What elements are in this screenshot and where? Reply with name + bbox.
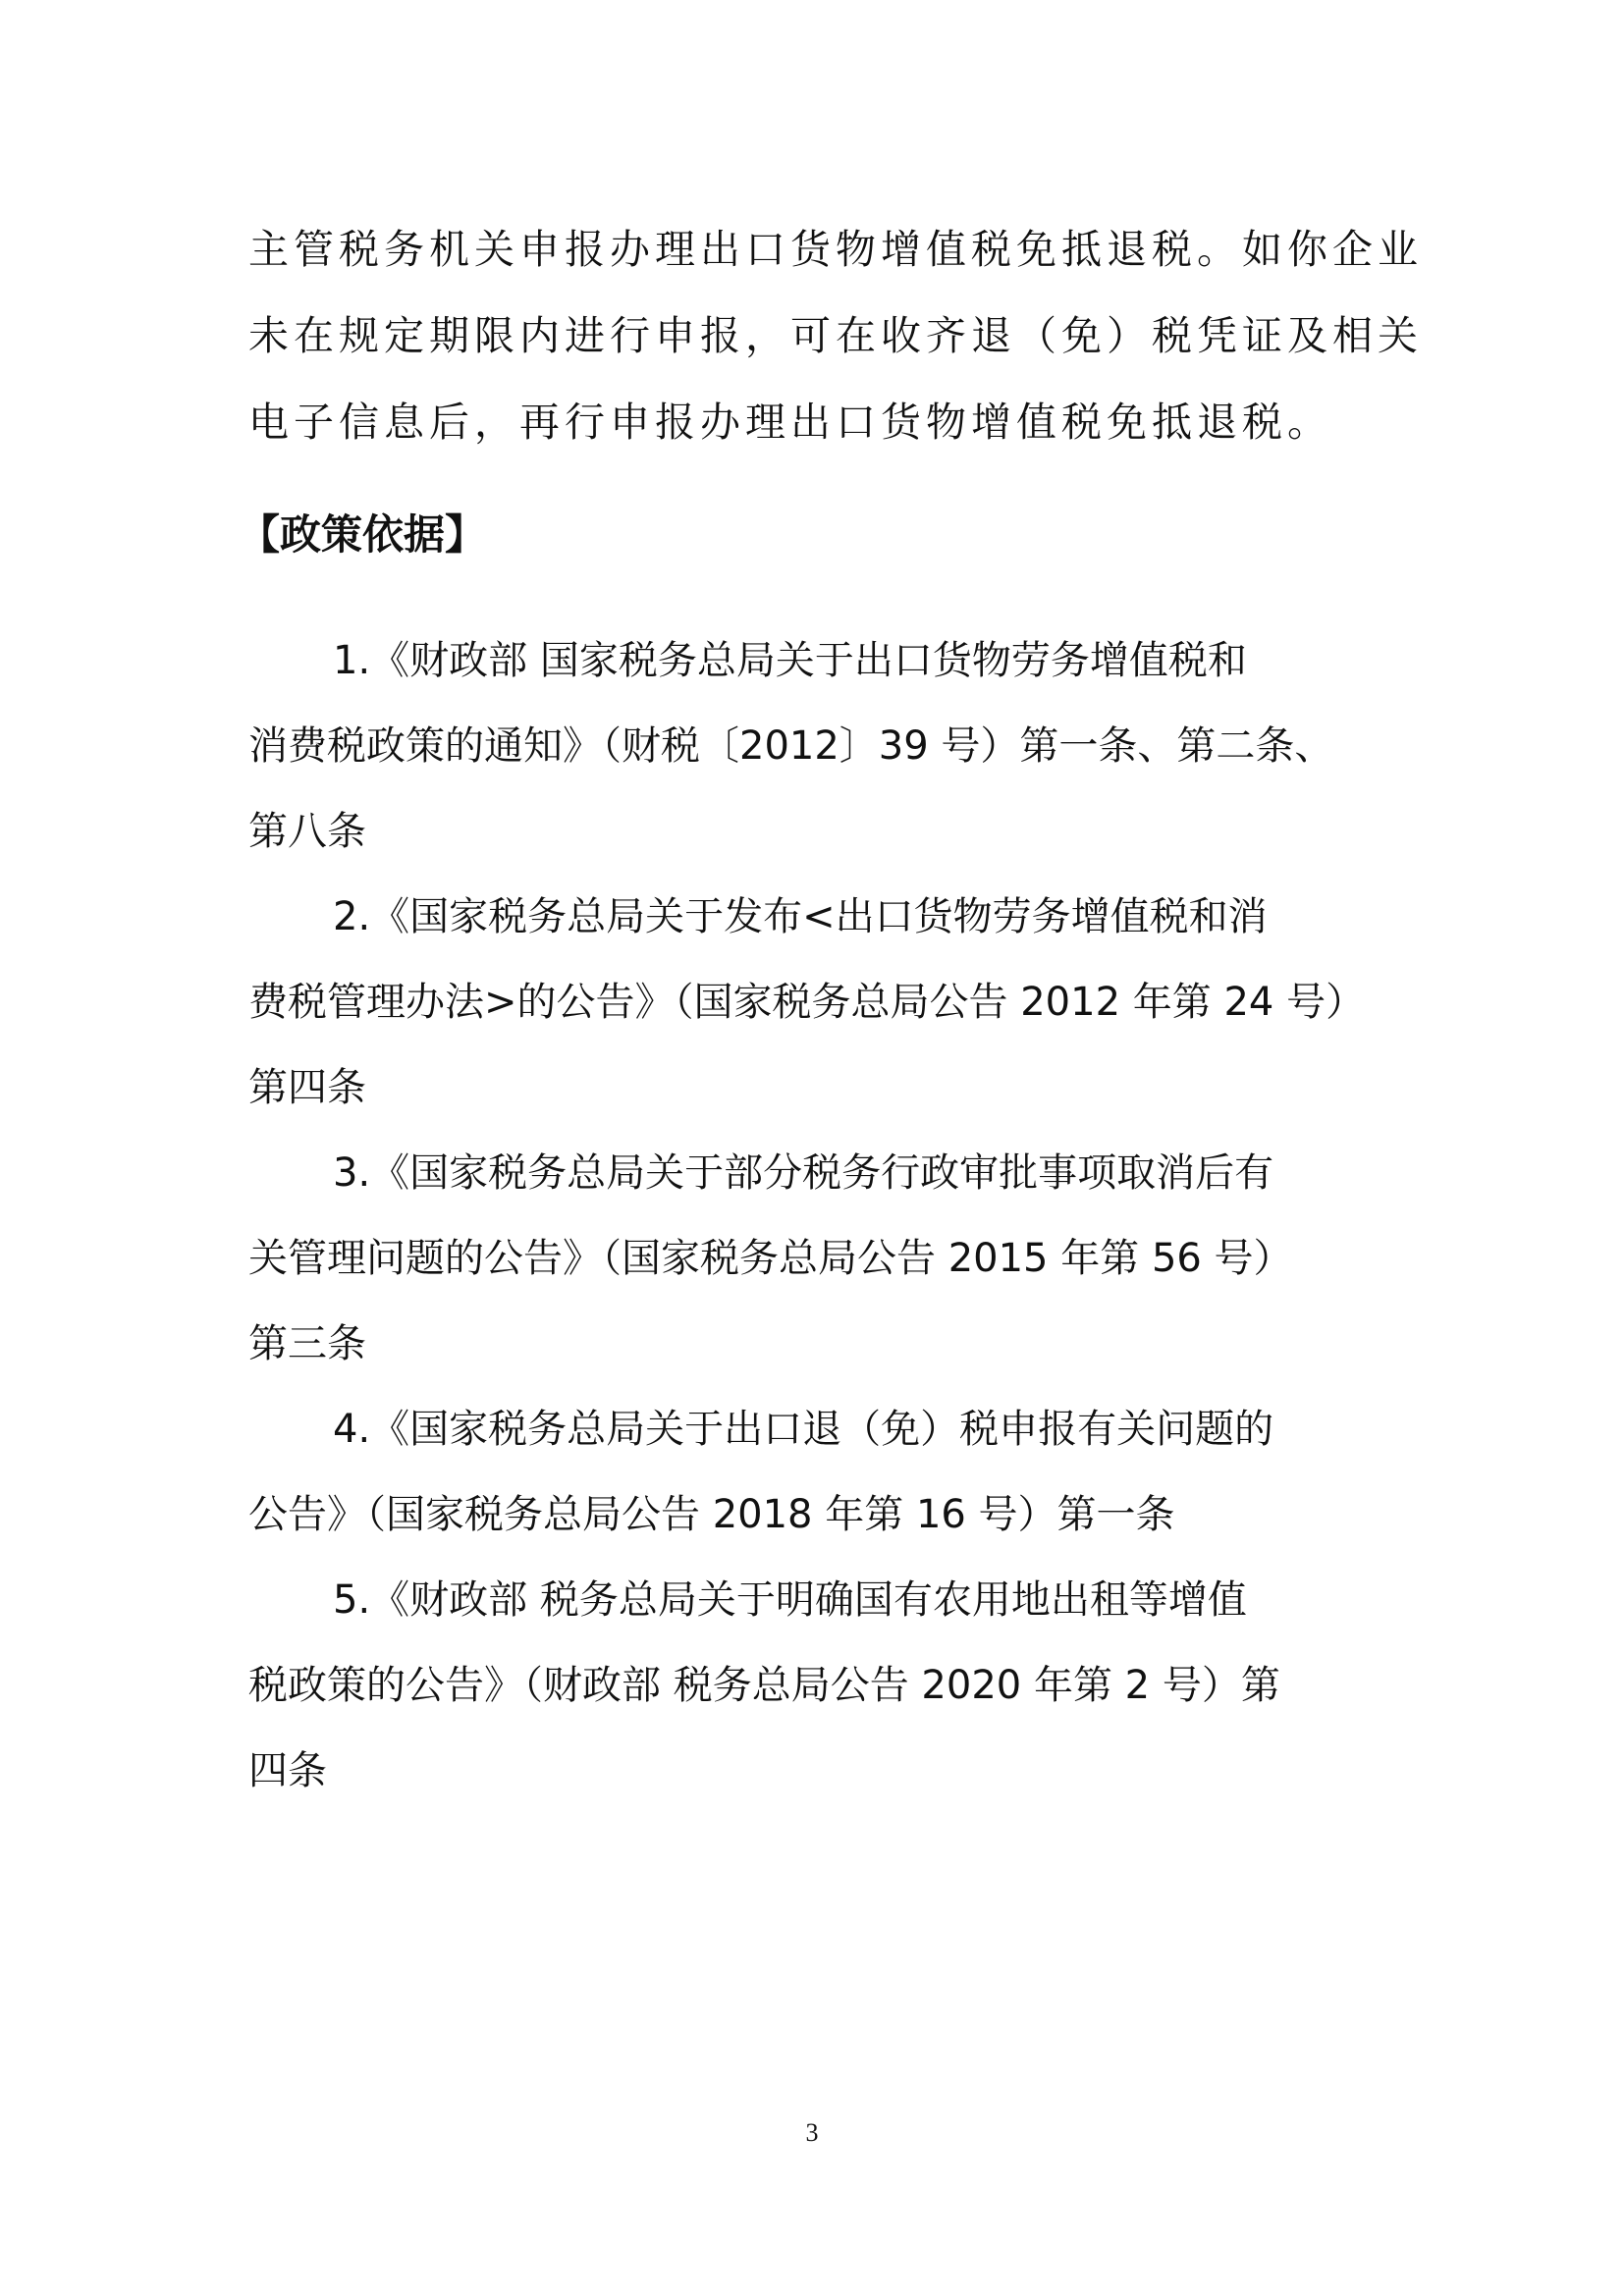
body-paragraph bbox=[248, 206, 1423, 465]
section-heading: 【政策依据】 bbox=[239, 510, 487, 559]
reference-line: 2.《国家税务总局关于发布<出口货物劳务增值税和消 bbox=[333, 894, 1268, 939]
policy-reference-item bbox=[248, 1387, 1387, 1558]
reference-line: 四条 bbox=[248, 1748, 327, 1793]
paragraph-line: 电子信息后，再行申报办理出口货物增值税免抵退税。 bbox=[248, 399, 1332, 446]
reference-line: 1.《财政部 国家税务总局关于出口货物劳务增值税和 bbox=[333, 638, 1247, 683]
reference-line: 费税管理办法>的公告》（国家税务总局公告 2012 年第 24 号） bbox=[248, 980, 1366, 1025]
reference-line: 关管理问题的公告》（国家税务总局公告 2015 年第 56 号） bbox=[248, 1236, 1293, 1281]
reference-line: 税政策的公告》（财政部 税务总局公告 2020 年第 2 号）第 bbox=[248, 1663, 1280, 1708]
reference-line: 第三条 bbox=[248, 1321, 366, 1366]
policy-reference-item bbox=[248, 1558, 1387, 1814]
reference-line: 第八条 bbox=[248, 809, 366, 854]
reference-line: 3.《国家税务总局关于部分税务行政审批事项取消后有 bbox=[333, 1150, 1274, 1196]
reference-line: 第四条 bbox=[248, 1065, 366, 1110]
policy-reference-item bbox=[248, 875, 1387, 1131]
paragraph-line: 主管税务机关申报办理出口货物增值税免抵退税。如你企业 bbox=[248, 226, 1423, 273]
reference-line: 公告》（国家税务总局公告 2018 年第 16 号）第一条 bbox=[248, 1492, 1175, 1537]
policy-reference-list bbox=[248, 618, 1387, 1814]
reference-line: 消费税政策的通知》（财税〔2012〕39 号）第一条、第二条、 bbox=[248, 723, 1334, 769]
reference-line: 4.《国家税务总局关于出口退（免）税申报有关问题的 bbox=[333, 1407, 1274, 1452]
page-number: 3 bbox=[805, 2118, 819, 2147]
policy-reference-item bbox=[248, 618, 1387, 875]
policy-reference-item bbox=[248, 1131, 1387, 1387]
reference-line: 5.《财政部 税务总局关于明确国有农用地出租等增值 bbox=[333, 1577, 1247, 1623]
paragraph-line: 未在规定期限内进行申报，可在收齐退（免）税凭证及相关 bbox=[248, 312, 1423, 359]
